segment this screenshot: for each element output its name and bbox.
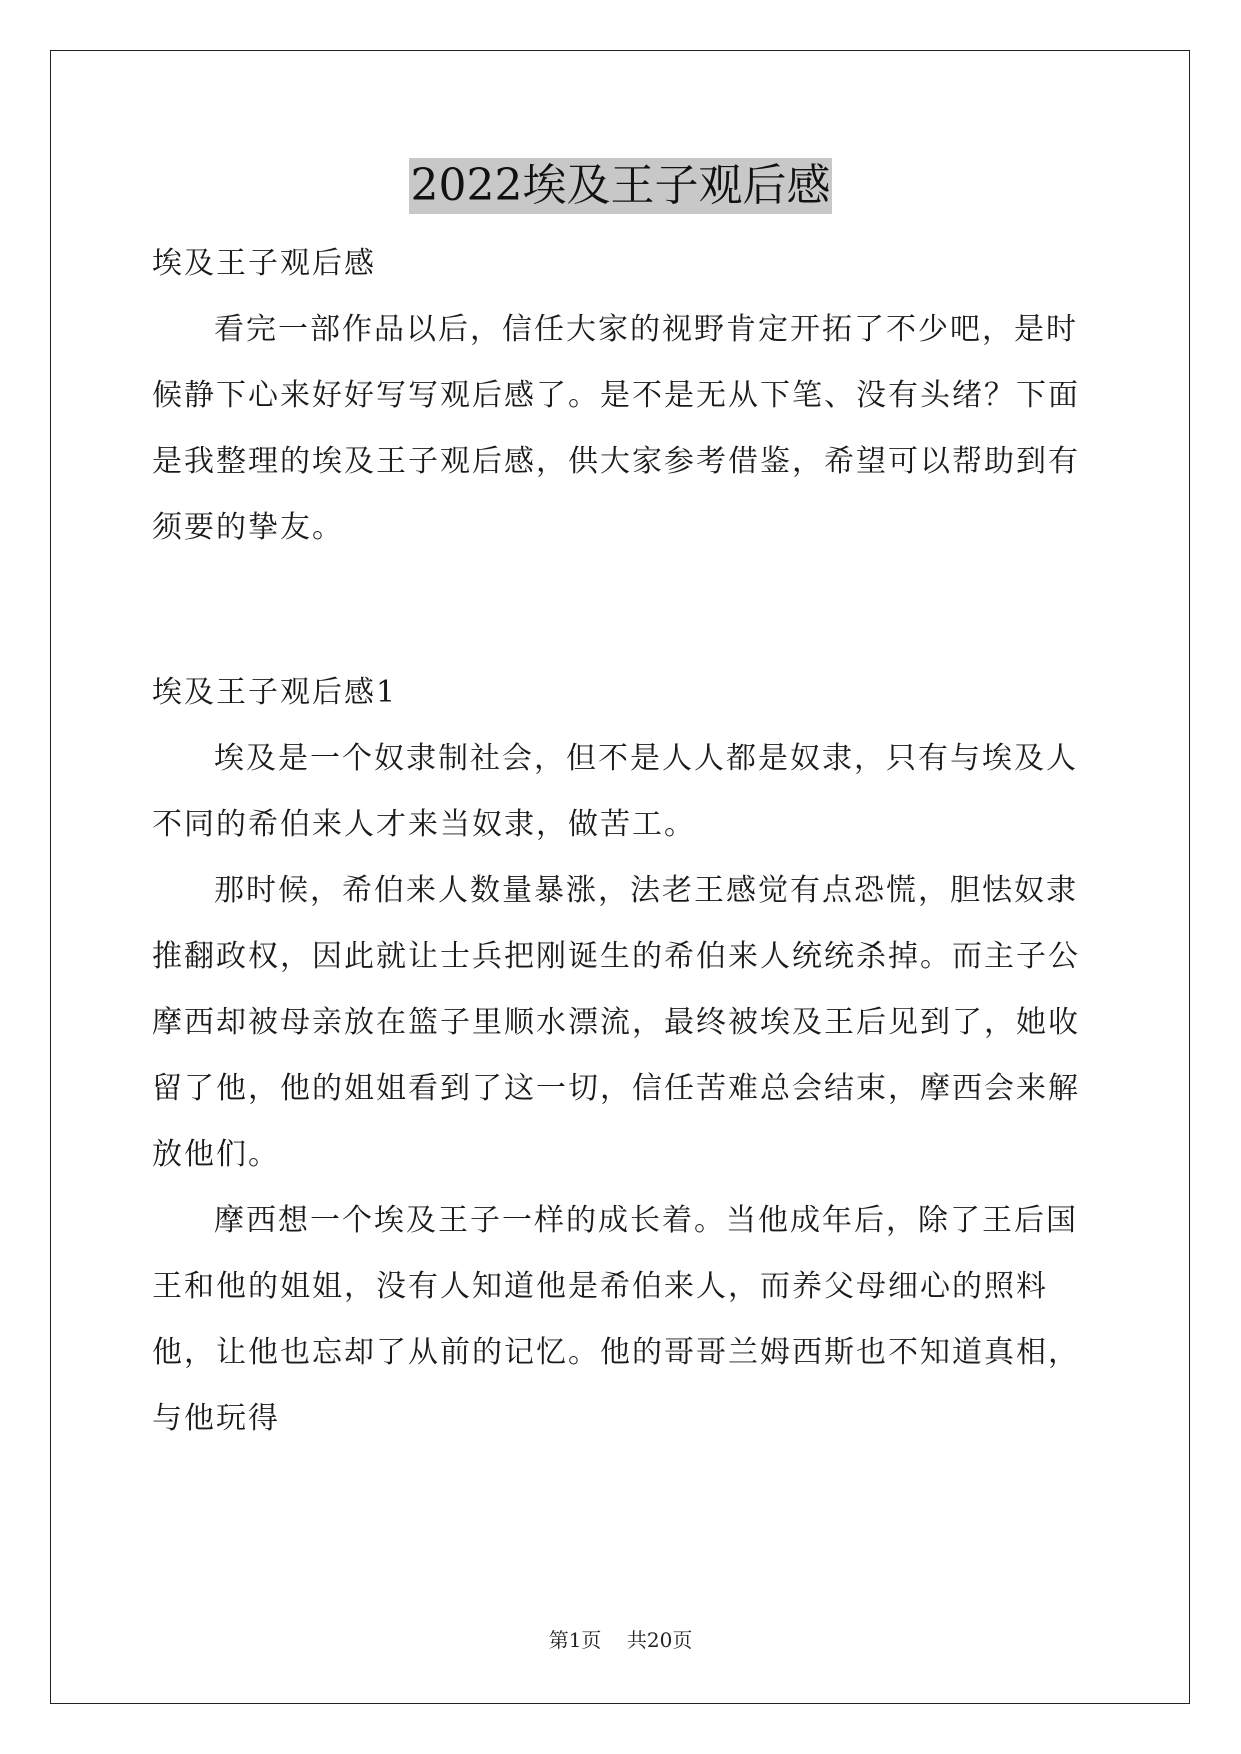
page-suffix: 页: [581, 1628, 602, 1652]
page-current: 1: [568, 1628, 582, 1652]
page-footer: [0, 1627, 1241, 1653]
title-wrapper: [0, 158, 1241, 214]
total-prefix: 共: [626, 1628, 647, 1652]
intro-paragraph: 看完一部作品以后，信任大家的视野肯定开拓了不少吧，是时候静下心来好好写写观后感了。是不是无从下笔、没有头绪？下面是我整理的埃及王子观后感，供大家参考借鉴，希望可以帮助到有须要的挚友。: [152, 312, 1080, 545]
body-paragraph: 那时候，希伯来人数量暴涨，法老王感觉有点恐慌，胆怯奴隶推翻政权，因此就让士兵把刚诞生的希伯来人统统杀掉。而主子公摩西却被母亲放在篮子里顺水漂流，最终被埃及王后见到了，她收留了他，他的姐姐看到了这一切，信任苦难总会结束，摩西会来解放他们。: [152, 873, 1080, 1172]
section-heading: 埃及王子观后感1: [152, 675, 398, 710]
spacer: [152, 561, 1102, 660]
subtitle: 埃及王子观后感: [152, 246, 376, 281]
document-title: 2022埃及王子观后感: [409, 158, 833, 214]
total-suffix: 页: [672, 1628, 693, 1652]
body-paragraph: 摩西想一个埃及王子一样的成长着。当他成年后，除了王后国王和他的姐姐，没有人知道他是希伯来人，而养父母细心的照料他，让他也忘却了从前的记忆。他的哥哥兰姆西斯也不知道真相，与他玩得: [152, 1203, 1080, 1436]
page-total: 20: [646, 1628, 673, 1652]
page-prefix: 第: [548, 1628, 569, 1652]
body-paragraph: 埃及是一个奴隶制社会，但不是人人都是奴隶，只有与埃及人不同的希伯来人才来当奴隶，做苦工。: [152, 741, 1078, 842]
document-body: [152, 231, 1102, 1452]
